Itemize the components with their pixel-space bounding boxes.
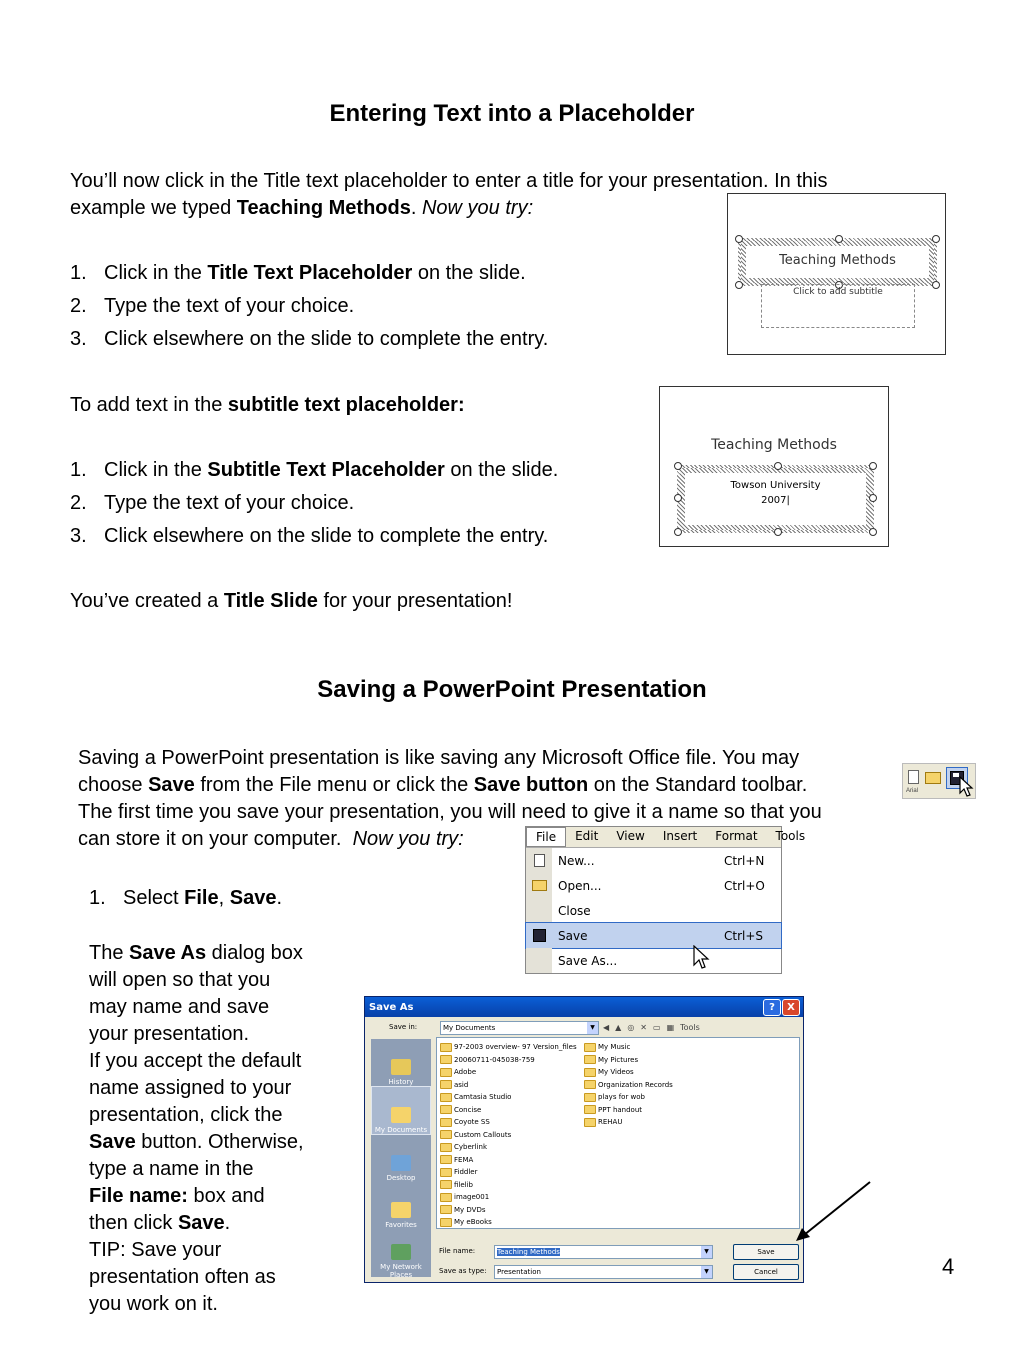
file-menu-screenshot — [525, 826, 806, 974]
back-arrow-icon[interactable]: ◀ — [603, 1023, 610, 1032]
place-my-documents[interactable]: My Documents — [371, 1086, 431, 1135]
file-list — [436, 1037, 800, 1229]
subtitle-line-1: Towson University — [730, 480, 821, 491]
save-in-label: Save in: — [389, 1023, 418, 1031]
folder-icon — [440, 1180, 452, 1189]
folder-icon — [440, 1080, 452, 1089]
folder-icon — [584, 1118, 596, 1127]
list-item[interactable]: My Music — [584, 1041, 673, 1054]
steps-title-list — [70, 260, 690, 359]
folder-icon — [440, 1155, 452, 1164]
chevron-down-icon: ▼ — [701, 1246, 712, 1258]
new-document-icon — [534, 854, 545, 867]
list-item: 1. Click in the Subtitle Text Placeholder on the slide. — [70, 459, 559, 481]
folder-icon — [584, 1080, 596, 1089]
new-folder-icon[interactable]: ▭ — [653, 1023, 661, 1032]
subtitle-placeholder-text: Click to add subtitle — [793, 287, 883, 297]
list-item[interactable]: My Pictures — [584, 1054, 673, 1067]
list-item[interactable]: Custom Callouts — [440, 1129, 577, 1142]
search-icon[interactable]: ◎ — [627, 1023, 635, 1032]
folder-icon — [584, 1043, 596, 1052]
list-item[interactable]: My DVDs — [440, 1204, 577, 1217]
place-history[interactable]: History — [371, 1039, 431, 1086]
folder-icon — [440, 1143, 452, 1152]
save-button[interactable]: Save — [733, 1244, 799, 1260]
favorites-icon — [391, 1202, 411, 1218]
menu-tools[interactable]: Tools — [775, 829, 806, 843]
menu-view[interactable]: View — [616, 829, 645, 843]
menu-file[interactable]: File — [526, 827, 566, 847]
subtitle-intro: To add text in the subtitle text placeholder: — [70, 394, 465, 416]
dialog-title-bar — [365, 997, 803, 1017]
list-item[interactable]: My Videos — [584, 1066, 673, 1079]
created-sentence: You’ve created a Title Slide for your presentation! — [70, 590, 513, 612]
place-desktop[interactable]: Desktop — [371, 1135, 431, 1182]
saving-line-1: Saving a PowerPoint presentation is like saving any Microsoft Office file. You may — [78, 747, 800, 769]
delete-icon[interactable]: ✕ — [640, 1023, 647, 1032]
list-item: 1. Select File, Save. — [89, 887, 283, 909]
folder-icon — [440, 1168, 452, 1177]
folder-icon — [440, 1055, 452, 1064]
save-type-label: Save as type: — [439, 1267, 487, 1275]
list-item[interactable]: 20060711-045038-759 — [440, 1054, 577, 1067]
standard-toolbar-snippet — [902, 763, 976, 799]
menu-format[interactable]: Format — [715, 829, 758, 843]
list-item[interactable]: Camtasia Studio — [440, 1091, 577, 1104]
intro-line-1: You’ll now click in the Title text placeholder to enter a title for your presentation. In this — [70, 170, 828, 192]
subtitle-placeholder — [677, 465, 874, 533]
menu-edit[interactable]: Edit — [575, 829, 599, 843]
title-placeholder-text: Teaching Methods — [779, 253, 896, 268]
save-as-explanation: The Save As dialog box will open so that you may name and save your presentation. If you accept the default name assigned to your presentation, click the Save button. Otherwise, type a name in the File name: box and then click Save. TIP: Save your presentation often as you work on it. — [89, 942, 304, 1315]
folder-icon — [584, 1068, 596, 1077]
places-bar — [371, 1039, 431, 1277]
list-item[interactable]: Concise — [440, 1104, 577, 1117]
list-item[interactable]: image001 — [440, 1191, 577, 1204]
file-column-1 — [440, 1041, 577, 1229]
folder-icon — [440, 1130, 452, 1139]
menu-item-close[interactable]: Close — [526, 898, 781, 923]
desktop-icon — [391, 1155, 411, 1171]
folder-icon — [440, 1205, 452, 1214]
folder-icon — [440, 1105, 452, 1114]
folder-icon — [440, 1043, 452, 1052]
saving-line-2: choose Save from the File menu or click the Save button on the Standard toolbar. — [78, 774, 808, 796]
list-item[interactable]: PPT handout — [584, 1104, 673, 1117]
subtitle-line-2: 2007| — [761, 495, 790, 506]
chevron-down-icon: ▼ — [587, 1022, 598, 1034]
menu-insert[interactable]: Insert — [662, 829, 698, 843]
list-item[interactable]: My eBooks — [440, 1216, 577, 1229]
list-item: 2. Type the text of your choice. — [70, 295, 355, 317]
chevron-down-icon: ▼ — [701, 1266, 712, 1278]
dialog-toolbar — [603, 1021, 793, 1034]
folder-icon — [440, 1193, 452, 1202]
callout-arrow-icon — [790, 1180, 875, 1245]
folder-icon — [584, 1105, 596, 1114]
list-item[interactable]: plays for wob — [584, 1091, 673, 1104]
open-folder-icon — [532, 880, 547, 891]
heading-saving: Saving a PowerPoint Presentation — [317, 676, 707, 703]
list-item: 3. Click elsewhere on the slide to complete the entry. — [70, 525, 549, 547]
mouse-pointer-icon — [959, 776, 975, 798]
save-as-dialog — [364, 996, 804, 1283]
dialog-title: Save As — [369, 1001, 414, 1013]
open-folder-icon[interactable] — [925, 772, 941, 784]
steps-save-list — [89, 885, 282, 918]
title-placeholder — [738, 238, 937, 286]
folder-icon — [584, 1055, 596, 1064]
intro-line-2: example we typed Teaching Methods. Now you try: — [70, 197, 534, 219]
place-network[interactable]: My Network Places — [371, 1229, 431, 1279]
floppy-disk-icon — [533, 929, 546, 942]
font-box-text: Arial — [906, 788, 919, 794]
menu-item-save[interactable]: Save Ctrl+S — [526, 923, 781, 948]
folder-icon — [440, 1068, 452, 1077]
menu-bar — [526, 827, 806, 848]
views-icon[interactable]: ▦ — [666, 1023, 675, 1032]
folder-icon — [440, 1093, 452, 1102]
network-icon — [391, 1244, 411, 1260]
folder-icon — [584, 1093, 596, 1102]
menu-item-open[interactable]: Open... Ctrl+O — [526, 873, 781, 898]
up-folder-icon[interactable]: ▲ — [615, 1023, 622, 1032]
place-favorites[interactable]: Favorites — [371, 1182, 431, 1229]
list-item[interactable]: Coyote SS — [440, 1116, 577, 1129]
menu-item-save-as[interactable]: Save As... — [526, 948, 781, 973]
folder-icon — [391, 1107, 411, 1123]
page-number: 4 — [942, 1254, 955, 1279]
new-document-icon[interactable] — [908, 770, 919, 784]
menu-item-new[interactable]: New... Ctrl+N — [526, 848, 781, 873]
slide-thumbnail-subtitle — [659, 386, 889, 547]
file-column-2 — [584, 1041, 673, 1129]
subtitle-placeholder — [761, 284, 915, 328]
save-in-select[interactable]: My Documents ▼ — [440, 1021, 599, 1035]
file-name-label: File name: — [439, 1247, 476, 1255]
slide-title-text: Teaching Methods — [711, 437, 837, 453]
close-button[interactable]: X — [782, 999, 800, 1016]
saving-line-4: can store it on your computer. Now you try: — [78, 828, 464, 850]
history-icon — [391, 1059, 411, 1075]
save-type-select[interactable]: Presentation ▼ — [494, 1265, 713, 1279]
list-item[interactable]: asid — [440, 1079, 577, 1092]
list-item[interactable]: 97-2003 overview- 97 Version_files — [440, 1041, 577, 1054]
list-item: 1. Click in the Title Text Placeholder on the slide. — [70, 262, 526, 284]
help-button[interactable]: ? — [763, 999, 781, 1016]
list-item[interactable]: REHAU — [584, 1116, 673, 1129]
list-item: 2. Type the text of your choice. — [70, 492, 355, 514]
slide-thumbnail-title — [727, 193, 946, 355]
list-item[interactable]: Adobe — [440, 1066, 577, 1079]
list-item: 3. Click elsewhere on the slide to complete the entry. — [70, 328, 549, 350]
cancel-button[interactable]: Cancel — [733, 1264, 799, 1280]
steps-subtitle-list — [70, 457, 670, 556]
heading-entering-text: Entering Text into a Placeholder — [329, 100, 695, 127]
folder-icon — [440, 1118, 452, 1127]
list-item[interactable]: Cyberlink — [440, 1141, 577, 1154]
folder-icon — [440, 1218, 452, 1227]
file-name-input[interactable]: Teaching Methods ▼ — [494, 1245, 713, 1259]
list-item[interactable]: FEMA — [440, 1154, 577, 1167]
list-item[interactable]: Organization Records — [584, 1079, 673, 1092]
list-item[interactable]: Fiddler — [440, 1166, 577, 1179]
mouse-pointer-icon — [693, 945, 711, 971]
list-item[interactable]: filelib — [440, 1179, 577, 1192]
tools-menu[interactable]: Tools — [680, 1023, 700, 1032]
saving-line-3: The first time you save your presentation, you will need to give it a name so that you — [78, 801, 822, 823]
